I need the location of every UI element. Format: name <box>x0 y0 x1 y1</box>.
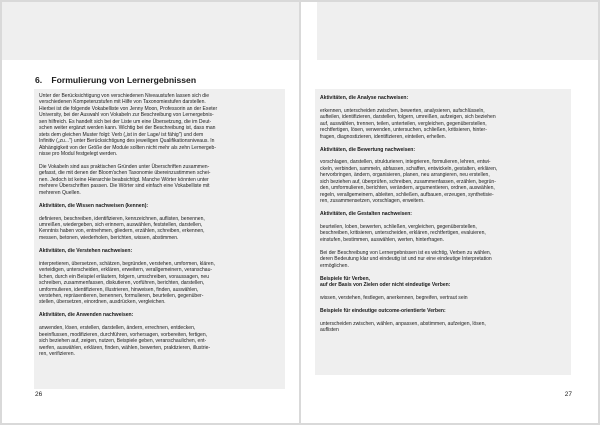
book-spread <box>2 2 598 423</box>
eindeutig-heading: Beispiele für eindeutige outcome-orientierte Verben: <box>320 307 446 314</box>
text-box-right <box>315 89 571 375</box>
text-line: Die Vokabeln sind aus praktischen Gründen unter Überschriften zusammen- <box>39 163 210 170</box>
intro-paragraph <box>39 93 280 158</box>
text-line: erkennen, unterscheiden zwischen, bewerten, analysieren, aufschlüsseln, <box>320 107 485 114</box>
text-line: lichen, durch ein Beispiel erläutern, folgern, umschreiben, voraussagen, neu <box>39 273 210 280</box>
page-number: 27 <box>564 391 572 398</box>
text-line: fragen, diagnostizieren, identifizieren, einteilen, erhellen. <box>320 133 446 140</box>
text-line: Hierbei ist die folgende Vokabelliste von Jenny Moon, Professorin an der Exeter <box>39 105 218 112</box>
anwenden-paragraph <box>39 325 280 357</box>
text-line: sen hilfreich. Es handelt sich bei der Liste um eine Übersetzung, die im Deut- <box>39 118 212 125</box>
text-line: ermöglichen. <box>320 262 349 269</box>
page-number: 26 <box>35 391 43 398</box>
text-line: ren, verifizieren. <box>39 351 75 358</box>
text-line: stellen, übersetzen, einordnen, ausdrücken, vergleichen. <box>39 299 166 306</box>
heading-line: Beispiele für Verben, <box>320 275 370 282</box>
gestalten-paragraph <box>320 224 566 243</box>
verstehen-paragraph <box>39 261 280 306</box>
eindeutig-paragraph <box>320 321 566 334</box>
text-line: verstehen, repräsentieren, benennen, formulieren, beurteilen, gegenüber- <box>39 292 204 299</box>
text-line: nen. Jedoch ist keine Hierarchie beabsichtigt. Manche Wörter könnten unter <box>39 176 209 183</box>
text-line: Kenntnis haben von, entnehmen, gliedern, erzählen, schreiben, erkennen, <box>39 228 205 235</box>
text-line: regeln, verallgemeinern, ableiten, schließen, aufbauen, erzeugen, synthetisie- <box>320 191 494 198</box>
text-line: Infinitiv („zu...") unter Berücksichtigung des jeweiligen Qualifikationsniveaus. In <box>39 138 215 145</box>
text-line: Unter der Berücksichtigung von verschiedenen Niveaustufen lassen sich die <box>39 93 210 99</box>
text-line: umreißen, wiedergeben, sich erinnern, auswählen, feststellen, darstellen, <box>39 222 203 229</box>
text-line: wissen, verstehen, festlegen, anerkennen, begreifen, vertraut sein <box>320 294 468 301</box>
text-line: den, umformulieren, berichten, verändern, argumentieren, ordnen, auswählen, <box>320 185 495 192</box>
chapter-heading <box>35 75 196 85</box>
text-line: sich beziehen auf, zeigen, nutzen, Beispiele geben, veranschaulichen, ent- <box>39 338 207 345</box>
text-line: auf, auswählen, trennen, teilen, unterteilen, vergleichen, gegenüberstellen, <box>320 120 487 127</box>
text-line: stets dem gleichen Muster folgt: Verb („ist in der Lage/ ist fähig") und dem <box>39 131 204 138</box>
text-line: hervorbringen, ändern, organisieren, planen, neu arrangieren, neu erstellen, <box>320 172 490 179</box>
text-box-left <box>34 89 285 389</box>
text-line: mehreren Quellen. <box>39 189 81 196</box>
text-line: vorschlagen, darstellen, strukturieren, integrieren, formulieren, lehren, entwi- <box>320 159 491 166</box>
text-line: Bei der Beschreibung von Lernergebnissen ist es wichtig, Verben zu wählen, <box>320 249 492 256</box>
text-line: beschreiben, kritisieren, unterscheiden, erklären, rechtfertigen, evaluieren, <box>320 230 486 237</box>
text-line: werfen, auswählen, erklären, finden, wählen, bewerten, praktizieren, illustrie- <box>39 344 211 351</box>
text-line: beurteilen, loben, bewerten, schließen, vergleichen, gegenüberstellen, <box>320 223 477 230</box>
left-page <box>2 2 299 423</box>
text-line: verschiedenen Kompetenzstufen mit Hilfe von Taxonomiestufen darstellen. <box>39 99 206 106</box>
text-line: beeinflussen, modifizieren, durchführen, vorhersagen, vorbereiten, fertigen, <box>39 331 208 338</box>
text-line: anwenden, lösen, erstellen, darstellen, ändern, errechnen, entdecken, <box>39 325 196 332</box>
text-line: interpretieren, übersetzen, schätzen, begründen, verstehen, umformen, klären, <box>39 260 215 267</box>
header-band <box>2 2 299 60</box>
analyse-paragraph <box>320 108 566 140</box>
text-line: mehrere Überschriften passen. Die Wörter sind einfach eine Vokabelliste mit <box>39 183 210 190</box>
text-line: ren, zusammensetzen, vorschlagen, erweitern. <box>320 198 425 205</box>
verstehen-heading: Aktivitäten, die Verstehen nachweisen: <box>39 247 133 254</box>
text-line: schen weiter ergänzt werden kann. Wichtig bei der Beschreibung ist, dass man <box>39 125 216 132</box>
text-line: verteidigen, unterscheiden, erklären, erweitern, verallgemeinern, veranschau- <box>39 267 213 274</box>
chapter-number: 6. <box>35 75 43 85</box>
text-line: ckeln, verbinden, sammeln, abfassen, schaffen, entwickeln, gestalten, erklären, <box>320 165 498 172</box>
gestalten-heading: Aktivitäten, die Gestalten nachweisen: <box>320 211 412 218</box>
vokabel-paragraph <box>39 164 280 196</box>
text-line: aufteilen, identifizieren, darstellen, folgern, umreißen, aufzeigen, sich beziehen <box>320 114 496 121</box>
text-line: deren Bedeutung klar und eindeutig ist und nur eine eindeutige Interpretation <box>320 256 492 263</box>
right-page <box>301 2 598 423</box>
text-line: definieren, beschreiben, identifizieren, kennzeichnen, auflisten, benennen, <box>39 215 205 222</box>
text-line: University, bei der Auswahl von Vokabeln zur Beschreibung von Lernergebnis- <box>39 112 214 119</box>
text-line: auflisten <box>320 327 339 334</box>
text-line: messen, betonen, wiederholen, berichten, wissen, abstimmen. <box>39 234 179 241</box>
text-line: rechtfertigen, lösen, verwenden, untersuchen, schließen, kritisieren, hinter- <box>320 127 487 134</box>
text-line: nisse pro Modul festgelegt werden. <box>39 151 118 158</box>
text-line: sich beziehen auf, überprüfen, schreiben, zusammenfassen, erzählen, begrün- <box>320 178 496 185</box>
text-line: Abhängigkeit von der Größe der Module sollten nicht mehr als zehn Lernergeb- <box>39 144 217 151</box>
bewertung-heading: Aktivitäten, die Bewertung nachweisen: <box>320 146 416 153</box>
header-band <box>317 2 598 60</box>
text-line: einstufen, bestimmen, auswählen, werten, hinterfragen. <box>320 236 444 243</box>
wissen-paragraph <box>39 216 280 242</box>
beispiele-paragraph <box>320 295 566 301</box>
chapter-title: Formulierung von Lernergebnissen <box>51 75 197 85</box>
hinweis-paragraph <box>320 250 566 269</box>
anwenden-heading: Aktivitäten, die Anwenden nachweisen: <box>39 312 134 319</box>
text-line: umformulieren, identifizieren, illustrieren, hinweisen, finden, auswählen, <box>39 286 199 293</box>
heading-line: auf der Basis von Zielen oder nicht eindeutige Verben: <box>320 282 451 289</box>
text-line: unterscheiden zwischen, wählen, anpassen, abstimmen, aufzeigen, lösen, <box>320 320 486 327</box>
analyse-heading: Aktivitäten, die Analyse nachweisen: <box>320 95 409 101</box>
wissen-heading: Aktivitäten, die Wissen nachweisen (kennen): <box>39 202 149 209</box>
text-line: gefasst, die mit denen der Bloom'schen Taxonomie übereinzustimmen schei- <box>39 170 211 177</box>
text-line: schreiben, zusammenfassen, diskutieren, vorführen, berichten, darstellen, <box>39 280 205 287</box>
beispiele-heading <box>320 276 566 289</box>
bewertung-paragraph <box>320 159 566 204</box>
